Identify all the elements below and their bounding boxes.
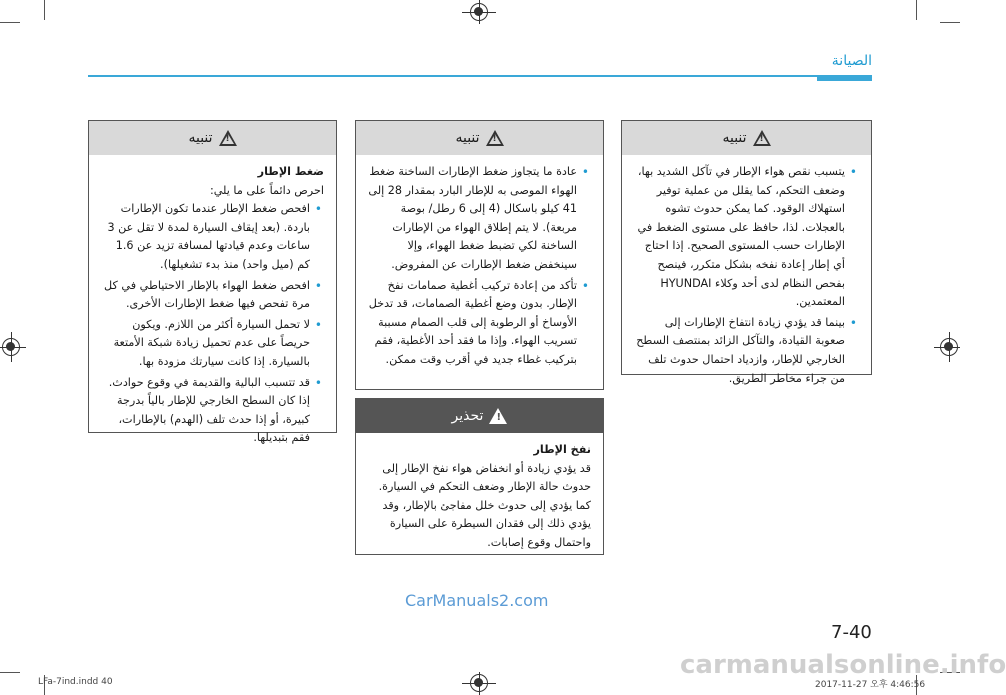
caution-subtitle: ضغط الإطار [257, 165, 324, 178]
caution-item: • تأكد من إعادة تركيب أغطية صمامات نفخ الإطار. بدون وضع أغطية الصمامات، قد تدخل الأوساخ أو الرطوبة إلى قلب الصمام مسببة تسريب الهواء. وإذا ما فقد أحد الأغطية، فقم بتركيب غطاء جديد في أقرب وقت ممكن. [368, 277, 577, 370]
caution-box-right [621, 120, 872, 385]
registration-line [479, 0, 480, 24]
caution-title: تنبيه [722, 130, 747, 146]
caution-item: • لا تحمل السيارة أكثر من اللازم. ويكون حريصاً على عدم تحميل زيادة شبكة الأمتعة بالسيارة. إذا كانت سيارتك مزودة بها. [101, 316, 310, 372]
background-site-watermark: carmanualsonline.info [680, 650, 1006, 680]
caution-item: • افحص ضغط الإطار عندما تكون الإطارات باردة. (بعد إيقاف السيارة لمدة لا تقل عن 3 ساعات وعدم قيادتها لمسافة تزيد عن 1.6 كم (ميل واحد) منذ بدء تشغيلها). [101, 200, 310, 274]
crop-mark [0, 22, 20, 23]
warning-subtitle: نفخ الإطار [533, 443, 591, 456]
registration-line [11, 332, 12, 362]
caution-header [622, 121, 871, 155]
file-info: LFa-7ind.indd 40 [38, 677, 113, 687]
header-accent-bar [817, 75, 872, 81]
caution-box-left [88, 120, 337, 445]
warning-triangle-icon [486, 130, 504, 146]
crop-mark [44, 0, 45, 20]
caution-item: • يتسبب نقص هواء الإطار في تآكل الشديد بها، وضعف التحكم، كما يقلل من عملية توفير استهلاك الوقود. كما يمكن حدوث تشوه بالعجلات. لذا، حافظ على مستوى الضغط في الإطارات حسب المستوى الصحيح. إذا احتاج أي إطار إعادة نفخه بشكل متكرر، فينصح بفحص النظام لدى أحد وكلاء HYUNDAI المعتمدين. [634, 163, 845, 312]
caution-title: تنبيه [455, 130, 480, 146]
section-title: الصيانة [831, 53, 872, 69]
registration-line [949, 332, 950, 362]
caution-title: تنبيه [188, 130, 213, 146]
warning-triangle-icon [219, 130, 237, 146]
caution-intro: احرص دائماً على ما يلي: [209, 183, 324, 197]
warning-triangle-icon [489, 408, 507, 424]
registration-line [479, 672, 480, 695]
header-rule [88, 75, 872, 77]
registration-line [934, 347, 960, 348]
warning-title: تحذير [451, 408, 484, 424]
warning-box [355, 398, 604, 555]
crop-mark [916, 0, 917, 20]
page-number: 7-40 [831, 622, 872, 643]
warning-body: قد يؤدي زيادة أو انخفاض هواء نفخ الإطار إلى حدوث حالة الإطار وضعف التحكم في السيارة. كما يؤدي إلى حدوث خلل مفاجئ بالإطار، وقد يؤدي ذلك إلى فقدان السيطرة على السيارة واحتمال وقوع إصابات. [378, 461, 591, 549]
warning-header [356, 399, 603, 433]
caution-item: • قد تتسبب البالية والقديمة في وقوع حوادث. إذا كان السطح الخارجي للإطار بالياً بدرجة كبيرة، أو إذا حدث تلف (الهدم) بالإطارات، فقم بتبديلها. [101, 374, 310, 448]
registration-line [0, 347, 26, 348]
date-info: 2017-11-27 오후 4:46:56 [815, 680, 926, 690]
warning-triangle-icon [753, 130, 771, 146]
caution-header [89, 121, 336, 155]
caution-item: • بينما قد يؤدي زيادة انتفاخ الإطارات إلى صعوبة القيادة، والتآكل الزائد بمنتصف السطح الخارجي للإطار، وازدياد احتمال حدوث تلف من جراء مخاطر الطريق. [634, 314, 845, 388]
caution-item: • عادة ما يتجاوز ضغط الإطارات الساخنة ضغط الهواء الموصى به للإطار البارد بمقدار 28 إلى 41 كيلو باسكال (4 إلى 6 رطل/ بوصة مربعة). لا يتم إطلاق الهواء من الإطارات الساخنة لكي تضبط ضغط الهواء، وإلا سينخفض ضغط الإطارات عن المفروض. [368, 163, 577, 275]
crop-mark [940, 22, 960, 23]
caution-box-middle [355, 120, 604, 390]
crop-mark [0, 672, 20, 673]
watermark-link[interactable]: CarManuals2.com [405, 591, 549, 610]
caution-header [356, 121, 603, 155]
caution-item: • افحص ضغط الهواء بالإطار الاحتياطي في كل مرة تفحص فيها ضغط الإطارات الأخرى. [101, 277, 310, 314]
